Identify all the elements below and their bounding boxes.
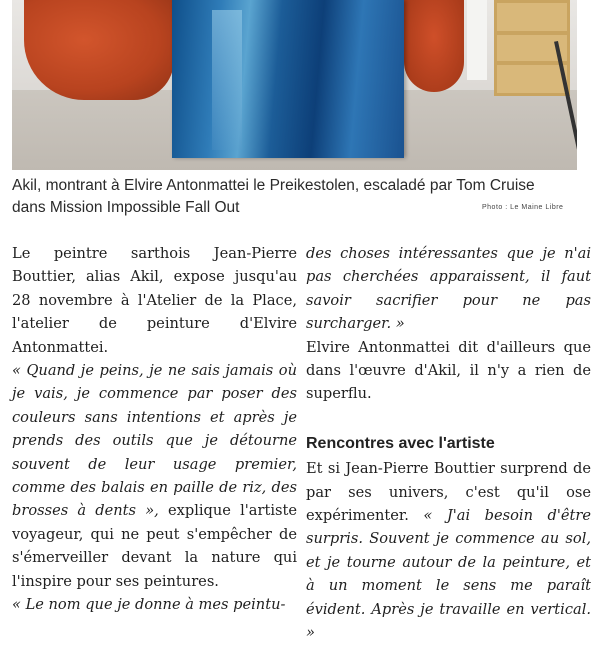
- quote: « Le nom que je donne à mes peintu-: [12, 596, 286, 614]
- article-paragraph: Le peintre sarthois Jean-Pierre Bouttier, alias Akil, expose jusqu'au 28 novembre à l'Atelier de la Place, l'atelier de peinture d'Elvire Antonmattei.: [12, 245, 297, 356]
- paragraph-text: Et si Jean-Pierre Bouttier surprend de par ses univers, c'est qu'il ose expérimenter.: [306, 460, 591, 525]
- blue-painting: [172, 0, 404, 158]
- section-heading: Rencontres avec l'artiste: [306, 434, 495, 452]
- article-paragraph: Elvire Antonmattei dit d'ailleurs que dans l'œuvre d'Akil, il n'y a rien de superflu.: [306, 338, 591, 403]
- article-column-right: [306, 242, 591, 645]
- quote: des choses intéressantes que je n'ai pas cherchées apparaissent, il faut savoir sacrifier pour ne pas surcharger. »: [306, 245, 591, 333]
- white-easel: [467, 0, 487, 80]
- article-paragraph: [12, 359, 297, 593]
- quote: « J'ai besoin d'être surpris. Souvent je commence au sol, et je tourne autour de la peinture, et à un moment le sens me paraît évident. Après je travaille en vertical. »: [306, 507, 591, 642]
- orange-armchair-left: [24, 0, 174, 100]
- orange-armchair-right: [404, 0, 464, 92]
- article-column-left: [12, 242, 297, 617]
- article-paragraph: [306, 457, 591, 644]
- quote: « Quand je peins, je ne sais jamais où je vais, je commence par poser des couleurs sans intentions et après je prends des outils que je détourne souvent de leur usage premier, comme des balais en paille de riz, des brosses à dents »,: [12, 362, 297, 520]
- paragraph-text: explique l'artiste voyageur, qui ne peut s'empêcher de s'émerveiller devant la nature qui l'inspire pour ses peintures.: [12, 502, 297, 590]
- photo-caption: Akil, montrant à Elvire Antonmattei le Preikestolen, escaladé par Tom Cruise dans Mission Impossible Fall Out: [12, 177, 535, 216]
- photo-credit: Photo : Le Maine Libre: [482, 204, 564, 211]
- article-photo: [12, 0, 577, 170]
